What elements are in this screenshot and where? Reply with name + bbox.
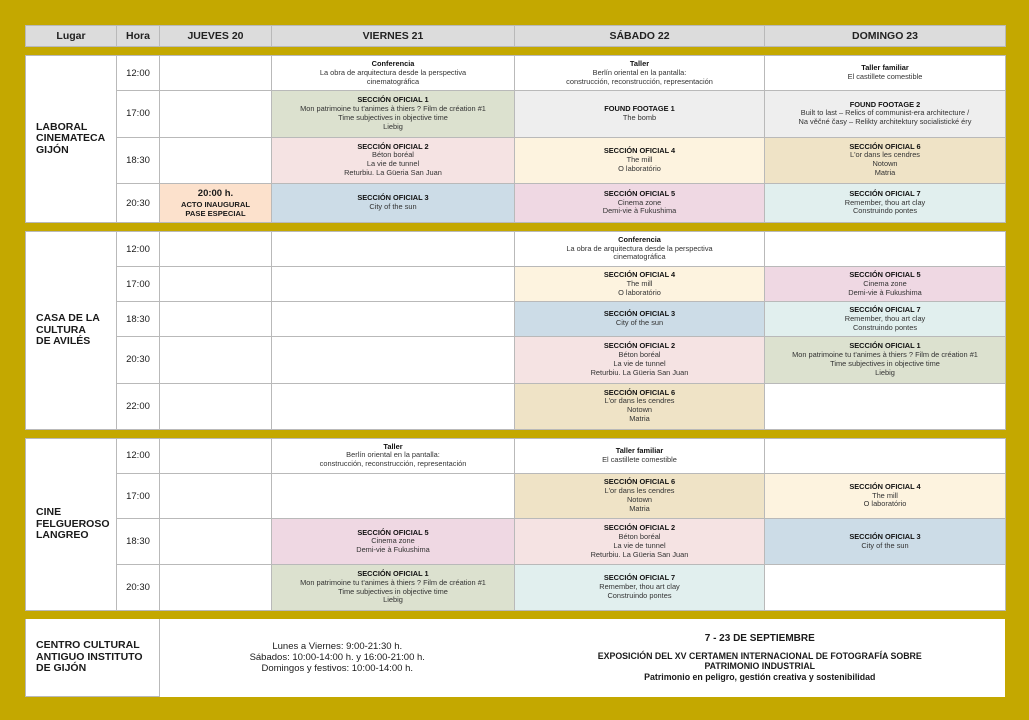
empty-slot [765,383,1006,429]
header-hora: Hora [117,26,160,47]
event-cell [765,137,1006,183]
hour-cell: 17:00 [117,473,160,519]
event-detail: Construindo pontes [852,206,918,216]
empty-slot [160,519,272,565]
event-cell [515,91,765,137]
event-cell [765,267,1006,302]
empty-slot [160,473,272,519]
event-detail: City of the sun [369,202,417,211]
event-detail: Cinema zone [617,197,662,207]
event-title: Taller [629,58,650,68]
empty-slot [160,137,272,183]
event-detail: Berlín oriental en la pantalla: [592,67,687,77]
event-title: SECCIÓN OFICIAL 6 [603,477,676,487]
empty-slot [160,267,272,302]
hour-cell: 12:00 [117,232,160,267]
schedule-row [26,565,1006,611]
hour-cell: 18:30 [117,302,160,337]
event-cell [515,565,765,611]
event-detail: El castillete comestible [847,72,923,82]
event-cell [515,337,765,383]
event-detail: Matria [629,503,650,513]
event-cell [515,439,765,474]
event-title: SECCIÓN OFICIAL 3 [603,309,676,319]
special-event-line: ACTO INAUGURAL [180,199,251,209]
schedule-row [26,383,1006,429]
event-cell [515,473,765,519]
event-detail: construcción, reconstrucción, representación [319,459,467,469]
event-title: SECCIÓN OFICIAL 2 [603,341,676,351]
event-detail: La vie de tunnel [613,358,666,368]
event-detail: Cinema zone [371,536,415,546]
event-title: SECCIÓN OFICIAL 5 [849,269,921,279]
header-day-jueves: JUEVES 20 [160,26,272,47]
schedule-row [26,519,1006,565]
event-detail: City of the sun [861,540,909,550]
venue-name-line: CINE [36,506,62,519]
empty-slot [160,91,272,137]
event-title: Conferencia [618,234,661,244]
event-cell [515,56,765,91]
empty-slot [272,473,515,519]
venue-block-aviles [25,231,1005,430]
event-detail: City of the sun [615,318,664,328]
event-detail: Notown [626,405,653,415]
event-cell [515,383,765,429]
event-detail: O laboratório [618,163,661,173]
event-title: SECCIÓN OFICIAL 4 [603,145,676,155]
header-day-domingo: DOMINGO 23 [765,26,1006,47]
event-detail: construcción, reconstrucción, representación [566,76,713,86]
event-detail: La obra de arquitectura desde la perspectiva [566,243,713,253]
event-detail: Mon patrimoine tu t'animes à thiers ? Film de création #1 [792,350,978,360]
event-detail: Remember, thou art clay [844,197,926,207]
event-detail: Notown [872,159,898,169]
schedule-row [26,137,1006,183]
event-cell [272,439,515,474]
event-detail: La vie de tunnel [613,540,666,550]
hour-cell: 18:30 [117,137,160,183]
event-detail: cinematográfica [366,76,420,86]
event-title: Conferencia [371,58,415,68]
hour-cell: 20:30 [117,337,160,383]
schedule-header [25,25,1005,47]
venue-name-line: GIJÓN [36,143,69,156]
venue-block-laboral [25,55,1005,223]
event-detail: Demi-vie à Fukushima [602,206,677,216]
event-detail: Béton boréal [618,350,661,360]
special-event-line: 20:00 h. [197,188,234,200]
exhibition-dates: 7 - 23 DE SEPTIEMBRE [704,632,815,644]
empty-slot [272,267,515,302]
event-cell [515,184,765,223]
event-detail: The mill [626,154,653,164]
empty-slot [272,383,515,429]
event-detail: The bomb [622,112,657,122]
empty-slot [765,565,1006,611]
event-title: SECCIÓN OFICIAL 3 [849,531,921,541]
event-cell [272,137,515,183]
event-cell [272,565,515,611]
event-cell [272,519,515,565]
event-cell [272,91,515,137]
event-detail: Cinema zone [863,278,907,288]
hour-cell: 18:30 [117,519,160,565]
event-detail: Notown [626,495,653,505]
event-cell [765,337,1006,383]
venue-block-felgueroso [25,438,1005,611]
event-cell [515,267,765,302]
event-detail: Time subjectives in objective time [338,112,448,122]
event-detail: O laboratório [863,499,907,509]
event-detail: Built to last – Relics of communist-era architecture / [800,108,970,118]
event-detail: Béton boréal [372,150,414,160]
event-title: SECCIÓN OFICIAL 7 [849,304,921,314]
event-cell [272,184,515,223]
event-detail: The mill [626,278,653,288]
schedule-row [26,91,1006,137]
hours-weekdays: Lunes a Viernes: 9:00-21:30 h. [272,640,403,652]
hour-cell: 17:00 [117,91,160,137]
event-cell [515,302,765,337]
event-detail: Berlín oriental en la pantalla: [346,450,440,460]
event-detail: L'or dans les cendres [604,396,675,406]
event-detail: Liebig [383,595,403,605]
venue-name-line: FELGUEROSO [36,517,110,530]
schedule-row [26,302,1006,337]
empty-slot [160,383,272,429]
event-title: SECCIÓN OFICIAL 4 [603,269,676,279]
schedule-row [26,439,1006,474]
exhibition-subtitle: Patrimonio en peligro, gestión creativa y sostenibilidad [644,672,876,683]
event-cell [515,232,765,267]
event-detail: Time subjectives in objective time [338,586,448,596]
event-cell [765,302,1006,337]
event-title: SECCIÓN OFICIAL 6 [603,387,676,397]
event-title: SECCIÓN OFICIAL 7 [849,188,921,198]
event-detail: La vie de tunnel [366,159,420,169]
event-detail: Returbiu. La Güeria San Juan [590,549,689,559]
venue-name-line: LANGREO [36,529,89,542]
event-cell [515,137,765,183]
event-detail: Demi-vie à Fukushima [848,287,922,297]
footer-venue-name [26,619,160,697]
event-detail: Remember, thou art clay [599,582,680,592]
event-cell [765,184,1006,223]
hour-cell: 20:30 [117,565,160,611]
header-day-sabado: SÁBADO 22 [515,26,765,47]
event-detail: Mon patrimoine tu t'animes à thiers ? Film de création #1 [300,103,486,113]
empty-slot [160,302,272,337]
footer-venue-line: ANTIGUO INSTITUTO [36,650,143,663]
venue-name-line: CULTURA [36,323,86,336]
venue-name-line: CINEMATECA [36,132,106,145]
footer-venue-line: CENTRO CULTURAL [36,639,140,652]
event-detail: Returbiu. La Güeria San Juan [344,168,442,178]
event-title: Taller [383,441,403,451]
schedule-row [26,473,1006,519]
event-detail: Liebig [383,121,403,131]
empty-slot [160,337,272,383]
hour-cell: 17:00 [117,267,160,302]
event-title: SECCIÓN OFICIAL 1 [849,341,921,351]
event-detail: L'or dans les cendres [604,486,675,496]
special-event-cell [160,184,272,223]
event-detail: The mill [872,490,898,500]
empty-slot [160,565,272,611]
empty-slot [272,337,515,383]
event-detail: Returbiu. La Güeria San Juan [590,367,689,377]
empty-slot [160,56,272,91]
event-title: SECCIÓN OFICIAL 4 [849,481,921,491]
hour-cell: 12:00 [117,439,160,474]
event-cell [272,56,515,91]
event-title: SECCIÓN OFICIAL 2 [603,523,676,533]
event-title: SECCIÓN OFICIAL 5 [603,188,676,198]
event-detail: Construindo pontes [607,591,672,601]
exhibition-title: EXPOSICIÓN DEL XV CERTAMEN INTERNACIONAL DE FOTOGRAFÍA SOBRE [597,650,922,661]
exhibition-info [515,619,1006,697]
schedule-row [26,337,1006,383]
event-title: SECCIÓN OFICIAL 3 [357,193,429,203]
event-cell [515,519,765,565]
event-title: SECCIÓN OFICIAL 2 [357,141,429,151]
special-event-line: PASE ESPECIAL [185,208,246,218]
header-day-viernes: VIERNES 21 [272,26,515,47]
header-lugar: Lugar [26,26,117,47]
event-detail: El castillete comestible [602,454,677,464]
event-detail: Liebig [875,367,895,377]
empty-slot [272,302,515,337]
schedule-row [26,267,1006,302]
opening-hours [160,619,515,697]
schedule-row [26,184,1006,223]
footer-venue-line: DE GIJÓN [36,662,87,675]
venue-name-line: CASA DE LA [36,312,100,325]
exhibition-title: PATRIMONIO INDUSTRIAL [704,661,816,672]
hour-cell: 12:00 [117,56,160,91]
venue-name-line: LABORAL [36,120,88,133]
event-title: FOUND FOOTAGE 1 [604,103,675,113]
event-cell [765,473,1006,519]
event-title: SECCIÓN OFICIAL 5 [357,527,429,537]
schedule-row [26,232,1006,267]
event-detail: Demi-vie à Fukushima [356,545,430,555]
exhibition-footer [25,619,1005,697]
event-detail: cinematográfica [613,252,666,262]
event-cell [765,519,1006,565]
venue-name [26,56,117,223]
event-cell [765,91,1006,137]
event-title: Taller familiar [861,63,909,73]
venue-name [26,232,117,430]
event-cell [765,56,1006,91]
empty-slot [160,439,272,474]
event-detail: Matria [874,168,896,178]
hour-cell: 20:30 [117,184,160,223]
empty-slot [272,232,515,267]
hour-cell: 22:00 [117,383,160,429]
event-detail: Remember, thou art clay [844,313,926,323]
empty-slot [160,232,272,267]
hours-sundays: Domingos y festivos: 10:00-14:00 h. [261,663,414,675]
event-title: SECCIÓN OFICIAL 7 [603,573,676,583]
event-title: FOUND FOOTAGE 2 [849,99,921,109]
event-title: Taller familiar [615,445,664,455]
venue-name [26,439,117,611]
event-detail: Mon patrimoine tu t'animes à thiers ? Film de création #1 [300,577,486,587]
event-detail: L'or dans les cendres [849,150,921,160]
empty-slot [765,439,1006,474]
event-detail: Na věčné časy – Relikty architektury socialistické éry [798,117,972,127]
empty-slot [765,232,1006,267]
event-detail: Construindo pontes [852,322,918,332]
venue-name-line: DE AVILÉS [36,335,91,348]
event-title: SECCIÓN OFICIAL 1 [357,568,429,578]
event-detail: O laboratório [618,287,661,297]
event-detail: Matria [629,414,650,424]
hours-saturdays: Sábados: 10:00-14:00 h. y 16:00-21:00 h. [249,652,425,664]
event-detail: La obra de arquitectura desde la perspectiva [319,67,467,77]
event-title: SECCIÓN OFICIAL 1 [357,95,429,105]
event-title: SECCIÓN OFICIAL 6 [849,141,921,151]
event-detail: Time subjectives in objective time [830,358,940,368]
schedule-row [26,56,1006,91]
event-detail: Béton boréal [618,531,661,541]
